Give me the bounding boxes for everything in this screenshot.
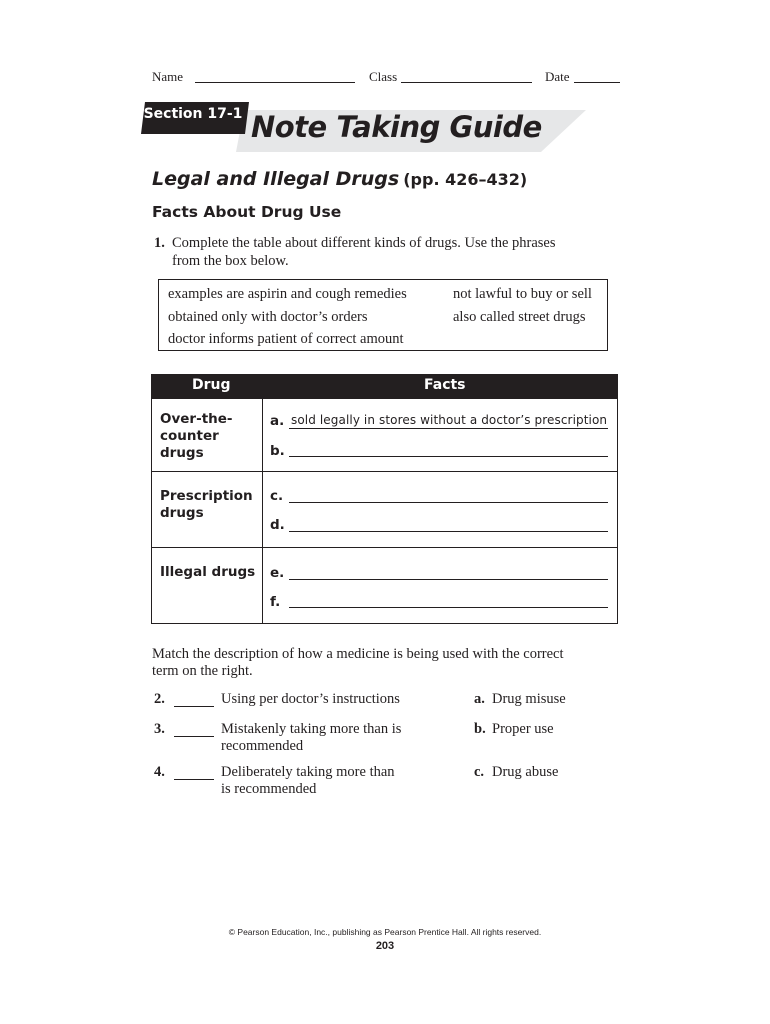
lesson-title bbox=[152, 168, 527, 190]
lesson-title-text: Legal and Illegal Drugs bbox=[152, 168, 400, 190]
phrase-item: also called street drugs bbox=[453, 309, 586, 325]
phrase-box bbox=[158, 279, 608, 351]
drug-name bbox=[160, 488, 260, 522]
column-header-drug: Drug bbox=[192, 377, 231, 393]
column-divider bbox=[262, 375, 263, 623]
drug-name bbox=[160, 564, 260, 581]
phrase-item: not lawful to buy or sell bbox=[453, 286, 592, 302]
name-label: Name bbox=[152, 69, 184, 84]
question-number: 1. bbox=[154, 235, 165, 251]
answer-line[interactable] bbox=[289, 515, 608, 532]
section-label: Section 17-1 bbox=[143, 106, 243, 122]
matching-instructions-line-2: term on the right. bbox=[152, 663, 253, 679]
class-label: Class bbox=[369, 69, 398, 84]
phrase-item: obtained only with doctor’s orders bbox=[168, 309, 368, 325]
fact-letter: e. bbox=[270, 565, 285, 581]
table-header bbox=[152, 375, 617, 399]
choice-text: Drug misuse bbox=[492, 691, 566, 707]
item-text-line: Mistakenly taking more than is bbox=[221, 721, 402, 737]
lesson-pages: (pp. 426–432) bbox=[403, 170, 528, 189]
matching-instructions-line-1: Match the description of how a medicine is being used with the correct bbox=[152, 646, 564, 662]
fact-letter: c. bbox=[270, 488, 284, 504]
answer-blank[interactable] bbox=[174, 693, 214, 707]
question-text-line-1: Complete the table about different kinds of drugs. Use the phrases bbox=[172, 235, 556, 251]
date-field-line[interactable] bbox=[574, 68, 620, 83]
drug-name-line: counter drugs bbox=[160, 428, 219, 461]
item-number: 2. bbox=[154, 691, 165, 707]
question-text-line-2: from the box below. bbox=[172, 253, 289, 269]
matching-item bbox=[154, 763, 165, 781]
answer-line[interactable] bbox=[289, 440, 608, 457]
choice-text: Drug abuse bbox=[492, 764, 559, 780]
answer-line[interactable] bbox=[289, 563, 608, 580]
matching-item bbox=[154, 690, 165, 708]
drug-name bbox=[160, 411, 260, 462]
page-number: 203 bbox=[375, 940, 395, 952]
row-divider bbox=[152, 471, 617, 472]
fact-letter: d. bbox=[270, 517, 285, 533]
drug-name-line: Over-the- bbox=[160, 411, 233, 427]
item-text-line: Deliberately taking more than bbox=[221, 764, 395, 780]
matching-item bbox=[154, 720, 165, 738]
choice-letter: a. bbox=[474, 691, 485, 707]
subheading: Facts About Drug Use bbox=[152, 203, 342, 221]
drug-name-line: Illegal drugs bbox=[160, 564, 256, 580]
page-title: Note Taking Guide bbox=[251, 110, 542, 144]
answer-line[interactable] bbox=[289, 486, 608, 503]
fact-letter: b. bbox=[270, 443, 285, 459]
item-number: 4. bbox=[154, 764, 165, 780]
answer-blank[interactable] bbox=[174, 723, 214, 737]
fact-letter: f. bbox=[270, 594, 281, 610]
item-text-line: recommended bbox=[221, 738, 304, 754]
answer-blank[interactable] bbox=[174, 766, 214, 780]
drug-name-line: Prescription bbox=[160, 488, 253, 504]
drug-name-line: drugs bbox=[160, 505, 204, 521]
fact-letter: a. bbox=[270, 413, 285, 429]
date-label: Date bbox=[545, 69, 570, 84]
item-text-line: Using per doctor’s instructions bbox=[221, 691, 400, 707]
phrase-item: examples are aspirin and cough remedies bbox=[168, 286, 407, 302]
item-number: 3. bbox=[154, 721, 165, 737]
class-field-line[interactable] bbox=[401, 68, 532, 83]
row-divider bbox=[152, 547, 617, 548]
column-header-facts: Facts bbox=[424, 377, 466, 393]
choice-letter: b. bbox=[474, 721, 486, 737]
handwritten-answer: sold legally in stores without a doctor’s prescription bbox=[291, 413, 608, 427]
copyright-notice: © Pearson Education, Inc., publishing as Pearson Prentice Hall. All rights reserved. bbox=[228, 927, 542, 937]
name-field-line[interactable] bbox=[195, 68, 355, 83]
phrase-item: doctor informs patient of correct amount bbox=[168, 331, 404, 347]
item-text-line: is recommended bbox=[221, 781, 317, 797]
answer-line[interactable] bbox=[289, 591, 608, 608]
choice-text: Proper use bbox=[492, 721, 554, 737]
choice-letter: c. bbox=[474, 764, 485, 780]
drug-facts-table bbox=[151, 374, 618, 624]
